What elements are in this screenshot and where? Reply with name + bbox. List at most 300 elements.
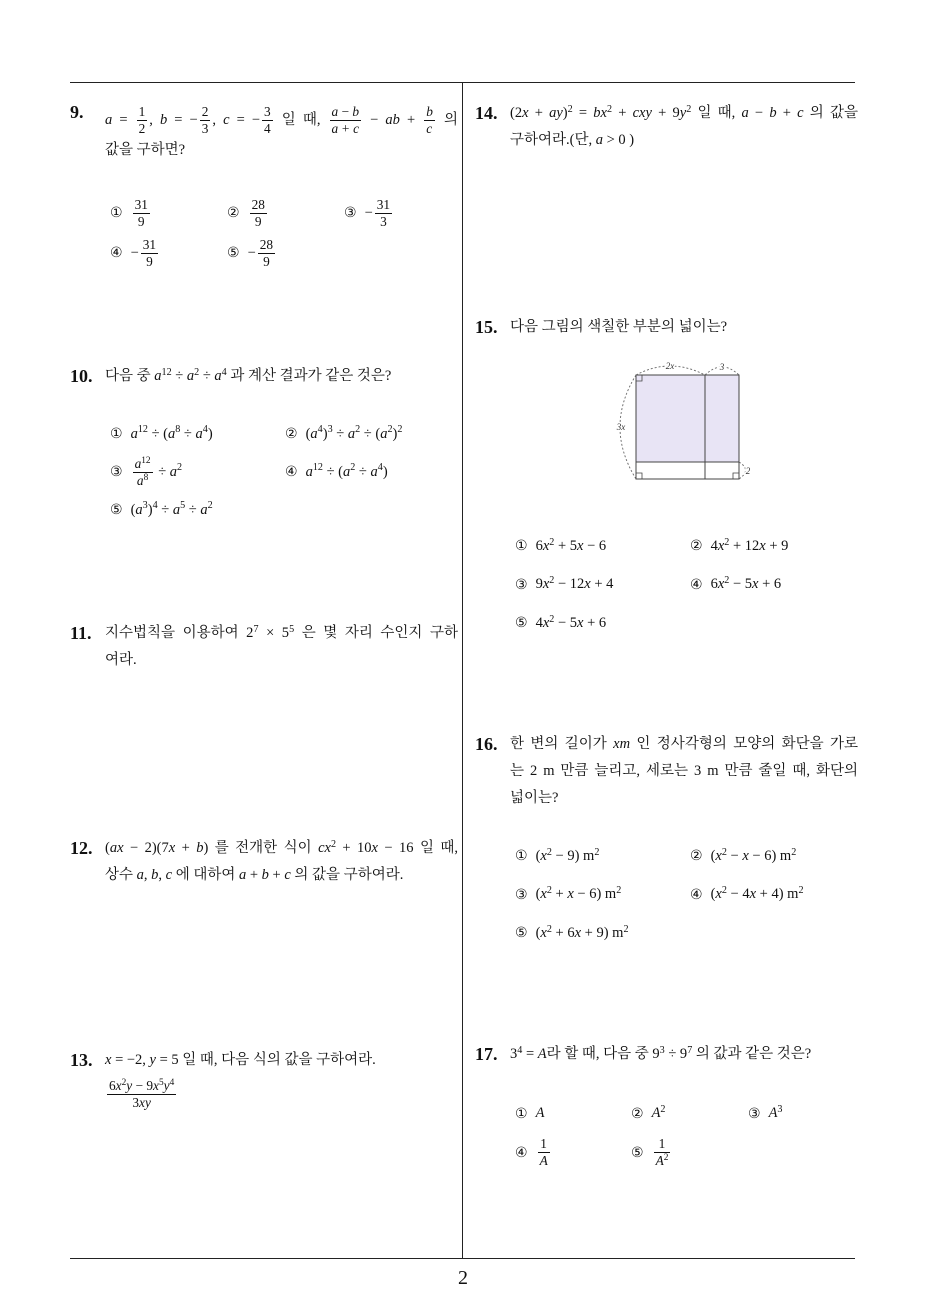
question-stem [510,1041,858,1068]
choice-4 [515,1136,631,1169]
choice-5 [227,237,344,270]
question-stem [510,731,858,812]
math-text: (x [535,924,547,941]
superscript: 2 [606,103,613,115]
fraction [250,197,267,230]
area-figure [600,350,765,495]
math-text: + 12x + 9 [729,537,789,554]
math-text: a [130,425,138,442]
math-text: 1 [658,1136,666,1151]
superscript: 2 [549,613,555,625]
superscript: 4 [152,500,158,512]
math-text: ÷ (a [147,425,176,442]
math-text: = A라 할 때, 다음 중 9 [522,1046,660,1062]
math-text: 9 [137,213,145,229]
math-text: 넓이는? [510,790,559,806]
superscript: 2 [355,424,361,436]
math-text: 상수 a, b, c 에 대하여 a + b + c 의 값을 구하여라. [105,867,404,883]
superscript: 2 [791,846,797,858]
math-text: 31 [376,196,391,212]
unit-text: m [612,924,624,941]
superscript: 2 [721,846,727,858]
stem-line [105,835,458,862]
fraction [654,1136,671,1169]
superscript: 2 [549,536,555,548]
math-text: (x [710,847,722,864]
choice-4 [285,464,460,481]
choice-marker: ③ [110,464,123,480]
math-text: ÷ (a [322,463,351,480]
unit-text: m [604,886,617,903]
superscript: 2 [194,366,200,378]
choice-marker: ③ [748,1105,761,1122]
math-text: 4 [264,121,271,136]
choice-5 [631,1136,748,1169]
unit-text: m [787,886,799,903]
math-text: ÷ 9 [664,1046,688,1062]
superscript: 2 [177,462,183,474]
superscript: 2 [660,1103,666,1115]
math-text: 는 2 [510,763,544,779]
choice-marker: ② [631,1105,644,1122]
question-number: 16. [475,734,498,754]
fraction [424,104,435,137]
column-divider [462,82,463,1258]
fraction-numerator [137,104,148,121]
fraction-denominator [258,254,275,270]
choice-4 [690,576,865,593]
fraction-denominator [654,1153,671,1169]
question-number: 12. [70,838,93,858]
math-text: b [426,104,433,119]
unit-text: m [543,763,555,779]
math-text: − [130,244,139,261]
fraction-denominator [330,121,362,137]
math-text: 한 변의 길이가 xm 인 정사각형의 모양의 화단을 가로 [510,736,858,752]
fraction [133,197,150,230]
stem-line [510,314,858,341]
math-text: a [134,455,142,471]
choice-expression [536,886,622,903]
superscript: 4 [377,462,383,474]
stem-line [510,100,858,127]
choice-1 [110,197,227,230]
label-right: 2 [745,466,751,476]
choice-expression [536,848,600,865]
fraction-numerator [250,197,267,214]
fraction-denominator [250,214,267,230]
math-text: ÷ a [154,463,178,480]
stem-line [105,137,458,164]
superscript: 5 [158,1078,164,1089]
fraction-denominator [375,214,392,230]
choice-expression [131,456,183,489]
choice-marker: ② [285,426,298,442]
fraction-denominator [141,254,158,270]
math-text: (a [305,425,318,442]
math-text: a + c [331,121,360,136]
answer-choices [110,193,460,273]
superscript: 12 [161,366,172,378]
choice-expression [536,1136,552,1169]
superscript: 2 [616,885,622,897]
fraction [538,1136,550,1169]
math-text: ÷ a [185,501,208,518]
question-stem [105,620,458,674]
math-text: − [364,204,373,221]
choice-marker: ③ [515,886,528,903]
superscript: 12 [312,462,323,474]
fraction [375,197,392,230]
choice-expression [306,426,403,443]
math-text: − 9) [551,847,584,864]
fraction-denominator [137,121,148,137]
math-text: 4x [710,537,725,554]
math-text: − x − 6) [726,847,780,864]
fraction-denominator [262,121,273,137]
math-text: = bx [572,105,607,121]
math-text: 여라. [105,652,137,668]
stem-line [510,127,858,154]
math-text: 다음 중 a [105,368,162,384]
math-text: a [305,463,313,480]
superscript: 2 [350,462,356,474]
math-text: y [163,1078,170,1093]
fraction [200,104,211,137]
superscript: 2 [623,923,629,935]
math-text: 3 [380,213,387,229]
math-text: 2 [138,121,146,136]
math-text: × 5 [258,625,290,641]
choice-expression [652,1136,673,1169]
superscript: 4 [517,1044,523,1056]
choice-marker: ② [227,205,240,221]
math-text: − 5x + 6 [554,614,607,631]
choice-1 [515,1105,631,1122]
superscript: 7 [687,1044,693,1056]
choice-expression [365,197,395,230]
math-text: 9 [146,253,153,269]
unit-text: m [779,847,792,864]
superscript: 4 [202,424,208,436]
superscript: 5 [289,623,295,635]
right-angle-mark-corner [733,473,739,479]
choice-2 [227,197,344,230]
superscript: 2 [663,1153,669,1164]
fraction-numerator [258,237,275,254]
math-text: 지수법칙을 이용하여 2 [105,625,254,641]
superscript: 7 [253,623,259,635]
math-text: 31 [142,236,157,252]
choice-3 [344,197,460,230]
choice-expression [536,1105,545,1122]
label-top-left: 2x [665,361,675,371]
question-number: 9. [70,102,84,122]
footer-rule [70,1258,855,1259]
superscript: 2 [546,846,552,858]
choice-expression [711,886,804,903]
fraction-denominator [538,1153,550,1169]
math-text: ) [392,425,398,442]
question-13 [70,1047,458,1111]
math-text: 구하여라.(단, a > 0 ) [510,132,635,148]
choice-5 [515,615,690,632]
math-text: (a [130,501,143,518]
choice-expression [131,502,213,519]
question-12 [70,835,458,889]
math-text: 은 몇 자리 수인지 구하 [294,625,458,641]
choice-expression [711,848,797,865]
math-text: 1 [138,104,146,119]
math-text: − ab + [363,111,423,128]
fraction [107,1078,176,1111]
fraction-numerator [107,1078,176,1095]
question-9 [70,102,458,269]
fraction [137,104,148,137]
math-text: A [651,1105,661,1121]
choice-expression [536,615,607,632]
math-text: 6x [710,576,725,593]
math-text: ÷ (a [360,425,388,442]
stem-line [105,862,458,889]
question-stem [510,314,858,341]
stem-line [510,758,858,785]
superscript: 3 [327,424,333,436]
fraction [262,104,273,137]
math-text: x = −2, y = 5 일 때, 다음 식의 값을 구하여라. [105,1052,376,1068]
superscript: 2 [207,500,213,512]
math-text: + 10x − 16 일 때, [336,840,459,856]
question-14 [475,100,858,154]
superscript: 2 [397,424,403,436]
choice-marker: ① [515,1105,528,1122]
math-text: (x [535,886,547,903]
fraction-denominator [133,473,153,489]
fraction-numerator [133,456,153,473]
superscript: 3 [142,500,148,512]
choice-marker: ③ [344,205,357,221]
fraction-numerator [654,1136,671,1153]
fraction-numerator [200,104,211,121]
superscript: 2 [724,575,730,587]
question-stem [105,835,458,889]
choice-expression [711,576,782,593]
math-text: + cxy + 9y [612,105,687,121]
math-text: ) [207,425,213,442]
superscript: 12 [137,424,148,436]
question-11 [70,620,458,674]
math-text: a = [105,111,135,128]
math-text: − 12x + 4 [554,576,614,593]
question-stem [105,1047,458,1111]
superscript: 2 [330,838,336,850]
question-10 [70,363,458,518]
fraction-numerator [141,237,158,254]
stem-line [510,731,858,758]
math-text: (ax − 2)(7x + b) 를 전개한 식이 cx [105,840,331,856]
superscript: 2 [387,424,393,436]
math-text: (2x + ay) [510,105,568,121]
math-text: 3 [201,121,209,136]
superscript: 3 [659,1044,665,1056]
fraction [133,456,153,489]
fraction-denominator [424,121,435,137]
choice-5 [110,502,285,519]
math-text: a [136,472,144,488]
superscript: 12 [141,455,151,466]
choice-1 [515,848,690,865]
choice-expression [248,237,278,270]
math-text: 1 [540,1136,547,1151]
superscript: 4 [317,424,323,436]
choice-expression [711,538,789,555]
math-text: + 5x − 6 [554,537,607,554]
math-text: ) [147,501,153,518]
superscript: 2 [546,923,552,935]
math-text: 과 계산 결과가 같은 것은? [226,368,392,384]
superscript: 2 [567,103,573,115]
math-text: − 5x + 6 [729,576,782,593]
superscript: 5 [180,500,186,512]
unit-text: m [707,763,719,779]
choice-marker: ① [515,538,528,555]
question-stem [105,104,458,164]
superscript: 4 [169,1078,175,1089]
choice-5 [515,925,690,942]
question-number: 13. [70,1050,93,1070]
superscript: 2 [686,103,692,115]
choice-expression [536,925,629,942]
stem-line [510,785,858,812]
shaded-region [636,375,739,462]
label-left: 3x [616,422,626,432]
question-17 [475,1041,858,1168]
superscript: 4 [221,366,227,378]
choice-expression [652,1105,666,1122]
fraction-denominator [107,1095,176,1111]
answer-choices [110,415,460,529]
math-text: ÷ a [171,368,195,384]
choice-marker: ③ [515,576,528,593]
math-text: ) [322,425,328,442]
choice-expression [306,464,388,481]
fraction-numerator [375,197,392,214]
math-text: 9 [263,253,270,269]
superscript: 2 [121,1078,127,1089]
math-text: 28 [251,196,265,212]
math-text: y − 9x [126,1078,159,1093]
math-text: 다음 그림의 색칠한 부분의 넓이는? [510,319,728,335]
math-text: 6x [109,1078,122,1093]
math-text: 만큼 줄일 때, 화단의 [718,763,858,779]
question-15 [475,314,858,632]
fraction-numerator [262,104,273,121]
unit-text: m [583,847,595,864]
choice-expression [131,197,152,230]
fraction [141,237,158,270]
choice-2 [285,426,460,443]
choice-marker: ① [110,205,123,221]
superscript: 8 [175,424,181,436]
choice-1 [110,426,285,443]
fraction-denominator [200,121,211,137]
math-text: A [535,1105,545,1121]
answer-choices [515,837,865,953]
stem-line [105,104,458,137]
math-text: 2 [201,104,209,119]
math-text: ) [382,463,388,480]
question-number: 11. [70,623,92,643]
math-text: 3xy [132,1095,151,1110]
choice-expression [536,576,614,593]
fraction-numerator [133,197,150,214]
math-text: A [768,1105,778,1121]
fraction-numerator [424,104,435,121]
choice-expression [769,1105,783,1122]
choice-marker: ⑤ [631,1144,644,1161]
math-text: 9 [254,213,262,229]
math-text: (x [710,886,722,903]
choice-1 [515,538,690,555]
stem-line [105,1074,458,1111]
choice-marker: ④ [690,886,703,903]
math-text: 일 때, [274,111,328,128]
choice-expression [248,197,269,230]
choice-marker: ④ [690,576,703,593]
math-text: c [426,121,433,136]
math-text: 28 [259,236,274,252]
superscript: 2 [549,575,555,587]
math-text: ÷ a [199,368,222,384]
choice-marker: ① [110,426,123,442]
choice-marker: ② [690,538,703,555]
stem-line [510,1041,858,1068]
choice-3 [515,886,690,903]
superscript: 3 [777,1103,783,1115]
fraction-denominator [133,214,150,230]
answer-choices [515,527,865,643]
label-top-right: 3 [719,362,725,372]
math-text: 일 때, a − b + c 의 값을 [691,105,858,121]
choice-marker: ⑤ [515,615,528,632]
question-stem [105,363,458,390]
question-number: 15. [475,317,498,337]
math-text: − 4x + 4) [726,886,788,903]
choice-2 [690,538,865,555]
superscript: 2 [594,846,600,858]
choice-marker: ④ [110,245,123,261]
right-angle-mark-bottom [636,473,642,479]
choice-3 [110,456,285,489]
choice-marker: ② [690,848,703,865]
choice-2 [690,848,865,865]
choice-expression [536,538,607,555]
superscript: 2 [724,536,730,548]
choice-expression [131,237,161,270]
choice-expression [131,426,213,443]
fraction [258,237,275,270]
question-number: 14. [475,103,498,123]
math-text: 의 값과 같은 것은? [692,1046,812,1062]
math-text: a − b [331,104,360,119]
math-text: , c = − [212,111,261,128]
math-text: + x − 6) [551,886,605,903]
choice-4 [110,237,227,270]
fraction-numerator [538,1136,550,1153]
math-text: 4x [535,614,550,631]
choice-marker: ⑤ [227,245,240,261]
math-text: ÷ a [332,425,356,442]
